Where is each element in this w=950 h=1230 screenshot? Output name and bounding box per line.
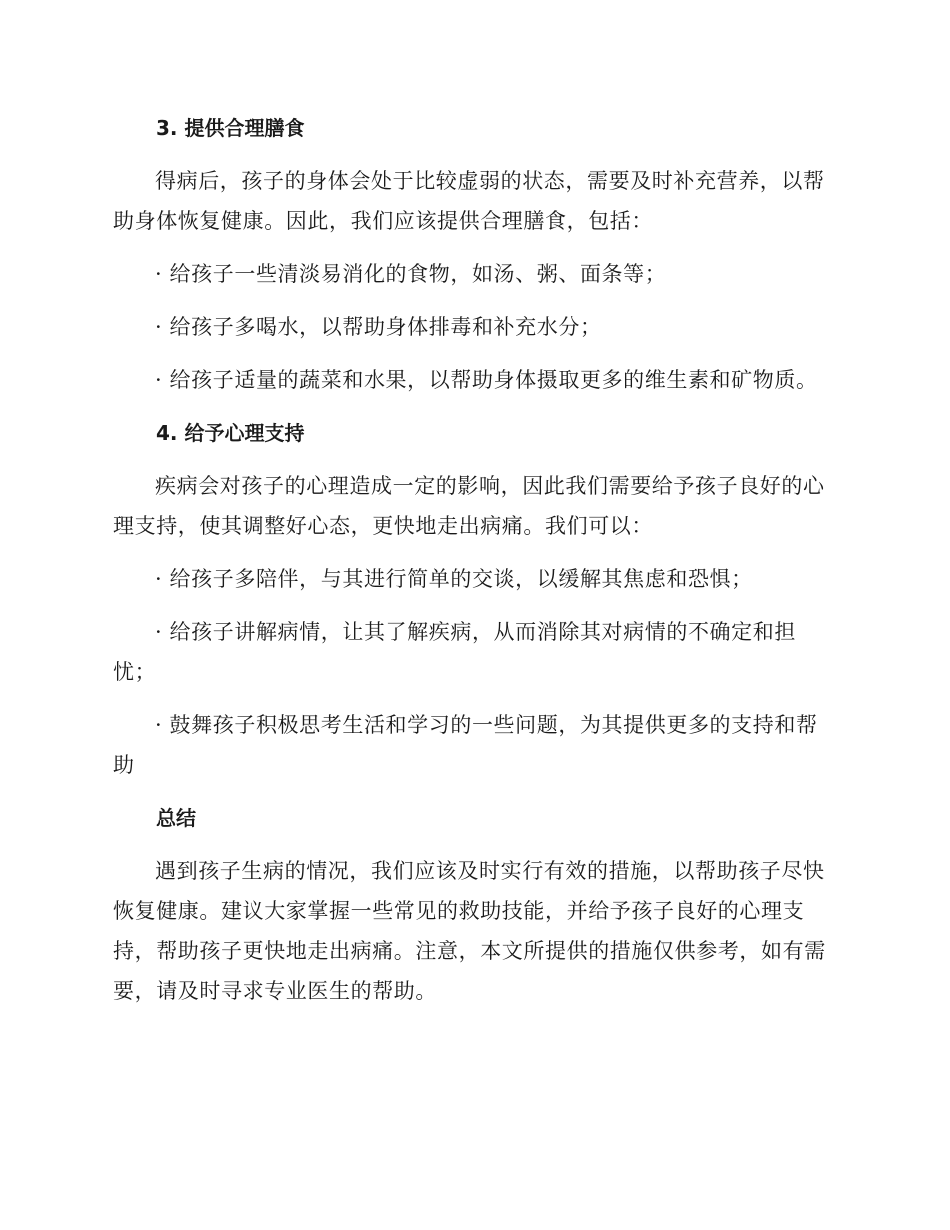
list-item: · 给孩子适量的蔬菜和水果，以帮助身体摄取更多的维生素和矿物质。 <box>155 368 818 392</box>
list-item: · 给孩子多陪伴，与其进行简单的交谈，以缓解其焦虑和恐惧； <box>155 567 753 591</box>
list-item: · 给孩子讲解病情，让其了解疾病，从而消除其对病情的不确定和担忧； <box>113 620 796 684</box>
section-heading-psychological: 4. 给予心理支持 <box>156 421 305 445</box>
summary-paragraph: 遇到孩子生病的情况，我们应该及时实行有效的措施，以帮助孩子尽快恢复健康。建议大家掌握一些常见的救助技能，并给予孩子良好的心理支持，帮助孩子更快地走出病痛。注意，本文所提供的措施仅供参考，如有需要，请及时寻求专业医生的帮助。 <box>113 859 826 1003</box>
list-item: · 给孩子一些清淡易消化的食物，如汤、粥、面条等； <box>155 262 667 286</box>
list-item: · 给孩子多喝水，以帮助身体排毒和补充水分； <box>155 315 602 339</box>
list-item: · 鼓舞孩子积极思考生活和学习的一些问题，为其提供更多的支持和帮助 <box>113 713 818 777</box>
section-heading-diet: 3. 提供合理膳食 <box>156 116 305 140</box>
summary-heading: 总结 <box>156 806 196 830</box>
section-paragraph-psychological: 疾病会对孩子的心理造成一定的影响，因此我们需要给予孩子良好的心理支持，使其调整好心态，更快地走出病痛。我们可以： <box>113 474 825 538</box>
document-body <box>113 108 833 1011</box>
section-paragraph-diet: 得病后，孩子的身体会处于比较虚弱的状态，需要及时补充营养，以帮助身体恢复健康。因此，我们应该提供合理膳食，包括： <box>113 169 825 233</box>
